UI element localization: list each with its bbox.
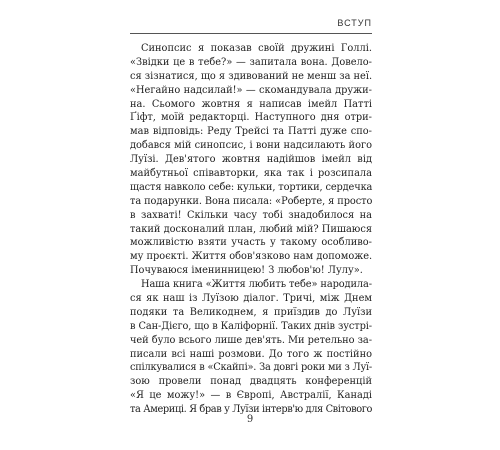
text-line: мав відповідь: Реду Трейсі та Патті дуже спо- xyxy=(130,126,372,138)
text-line: добався мій синопсис, і вони надсилають його xyxy=(130,140,372,152)
text-line: можливістю взяти участь у такому особливо- xyxy=(130,237,372,249)
text-line: на. Сьомого жовтня я написав імейл Патті xyxy=(130,98,372,110)
text-line: Луїзі. Дев'ятого жовтня надійшов імейл від xyxy=(130,154,372,166)
text-line: Синопсис я показав своїй дружині Голлі. xyxy=(141,43,372,54)
text-line: писали всі наші розмови. До того ж постійно xyxy=(130,348,372,360)
text-line: ся зізнатися, що я здивований не менш за неї. xyxy=(130,70,373,82)
text-line: подяки та Великоднем, я приїздив до Луїзи xyxy=(130,306,372,318)
text-line: Ґіфт, моїй редакторці. Наступного дня отри- xyxy=(130,112,372,124)
text-line: такий досконалий план, любий мій? Пишаюся xyxy=(130,223,372,235)
text-line: та Америці. Я брав у Луїзи інтерв'ю для Світового xyxy=(130,404,372,416)
body-text xyxy=(130,42,372,417)
text-line: Наша книга «Життя любить тебе» народила- xyxy=(141,279,372,291)
text-line: в Сан-Дієго, що в Каліфорнії. Таких днів зустрі- xyxy=(130,320,372,332)
text-line: майбутньої співавторки, яка так і розсипала xyxy=(130,168,372,180)
text-line: Почуваюся іменинницею! З любов'ю! Лулу». xyxy=(130,265,363,277)
text-line: «Негайно надсилай!» — скомандувала дружи- xyxy=(130,84,372,96)
text-line: «Звідки це в тебе?» — запитала вона. Довело- xyxy=(130,56,372,68)
text-line: «Я це можу!» — в Європі, Австралії, Канаді xyxy=(130,390,372,402)
running-head: ВСТУП xyxy=(337,18,372,28)
page-number: 9 xyxy=(246,414,254,425)
text-line: в захваті! Скільки часу тобі знадобилося на xyxy=(130,209,372,221)
header-rule xyxy=(130,33,372,34)
text-line: щастя навколо себе: кульки, тортики, сердечка xyxy=(130,181,373,193)
text-line: ся як наш із Луїзою діалог. Тричі, між Днем xyxy=(130,293,372,305)
text-line: чей було всього лише дев'ять. Ми ретельно за- xyxy=(130,334,372,346)
text-line: му проєкті. Життя обов'язково нам допоможе. xyxy=(130,251,373,263)
text-line: спілкувалися в «Скайпі». За довгі роки ми з Луї- xyxy=(130,362,372,374)
text-line: зою провели понад двадцять конференцій xyxy=(130,376,372,388)
text-line: та подарунки. Вона писала: «Роберте, я просто xyxy=(130,195,373,207)
